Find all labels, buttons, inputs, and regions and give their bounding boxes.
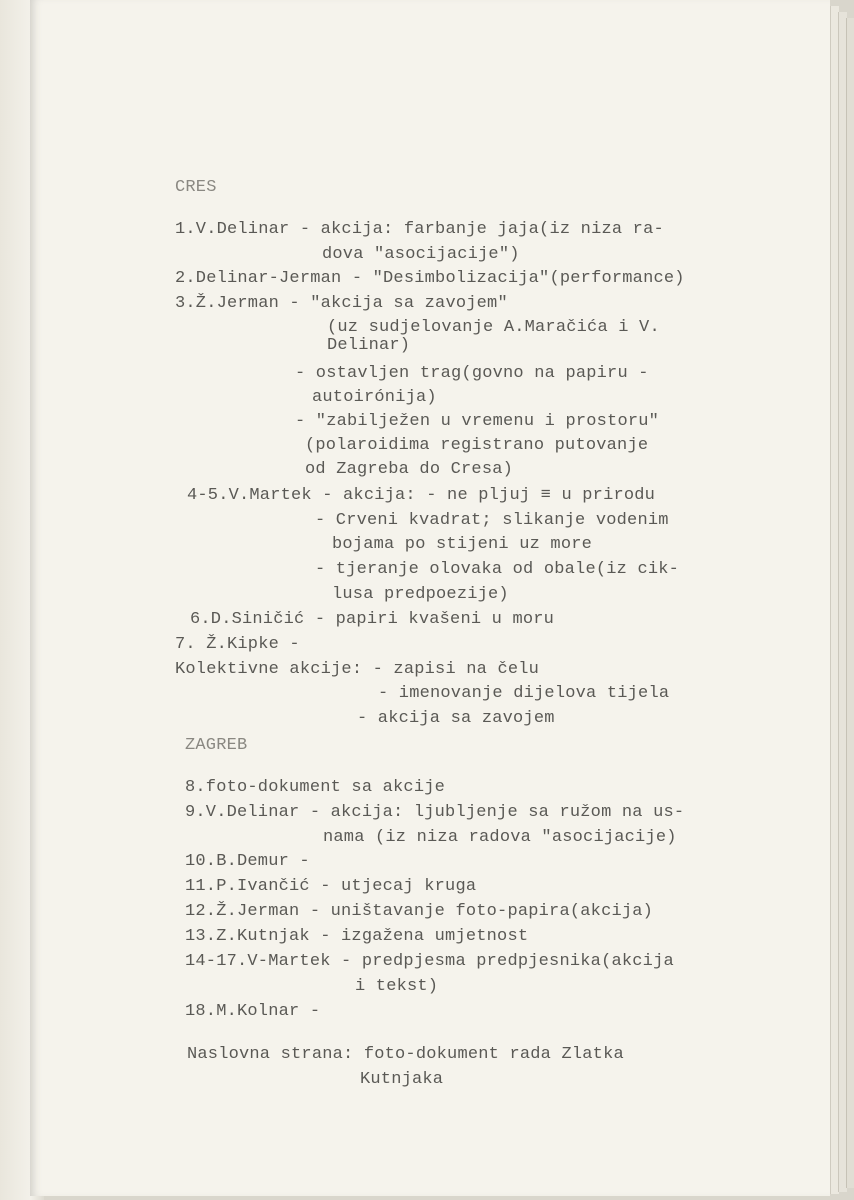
list-item: 14-17.V-Martek - predpjesma predpjesnika(akcija: [185, 952, 674, 971]
list-item: 8.foto-dokument sa akcije: [185, 778, 446, 797]
list-item-continuation: - "zabilježen u vremenu i prostoru": [295, 412, 660, 431]
list-item-continuation: od Zagreba do Cresa): [305, 460, 514, 479]
list-item-continuation: bojama po stijeni uz more: [332, 535, 593, 554]
list-item: 3.Ž.Jerman - "akcija sa zavojem": [175, 294, 508, 313]
list-item: 4-5.V.Martek - akcija: - ne pljuj ≡ u prirodu: [187, 486, 656, 505]
list-item: 6.D.Siničić - papiri kvašeni u moru: [190, 610, 555, 629]
cover-note: Naslovna strana: foto-dokument rada Zlatka: [187, 1045, 624, 1064]
list-item-continuation: lusa predpoezije): [332, 585, 509, 604]
list-item: 7. Ž.Kipke -: [175, 635, 300, 654]
list-item-continuation: (polaroidima registrano putovanje: [305, 436, 649, 455]
list-item-continuation: - Crveni kvadrat; slikanje vodenim: [315, 511, 669, 530]
list-item-continuation: dova "asocijacije"): [322, 245, 520, 264]
list-item-continuation: - tjeranje olovaka od obale(iz cik-: [315, 560, 680, 579]
list-item-continuation: i tekst): [355, 977, 439, 996]
list-item: 9.V.Delinar - akcija: ljubljenje sa ružom na us-: [185, 803, 685, 822]
list-item-continuation: nama (iz niza radova "asocijacije): [323, 828, 677, 847]
list-item-continuation: autoirónija): [312, 388, 437, 407]
list-item-continuation: - akcija sa zavojem: [357, 709, 555, 728]
list-item: 1.V.Delinar - akcija: farbanje jaja(iz niza ra-: [175, 220, 664, 239]
list-item-continuation: (uz sudjelovanje A.Maračića i V.: [327, 318, 660, 337]
cover-note-continuation: Kutnjaka: [360, 1070, 444, 1089]
list-item-continuation: Delinar): [327, 336, 411, 355]
list-item: 11.P.Ivančić - utjecaj kruga: [185, 877, 477, 896]
list-item: 2.Delinar-Jerman - "Desimbolizacija"(performance): [175, 269, 685, 288]
list-item: 12.Ž.Jerman - uništavanje foto-papira(akcija): [185, 902, 654, 921]
page-edge: [846, 18, 854, 1188]
list-item: 13.Z.Kutnjak - izgažena umjetnost: [185, 927, 529, 946]
section-heading-cres: CRES: [175, 178, 217, 197]
list-item: 10.B.Demur -: [185, 852, 310, 871]
list-item: Kolektivne akcije: - zapisi na čelu: [175, 660, 540, 679]
section-heading-zagreb: ZAGREB: [185, 736, 248, 755]
list-item-continuation: - imenovanje dijelova tijela: [378, 684, 670, 703]
list-item: 18.M.Kolnar -: [185, 1002, 321, 1021]
list-item-continuation: - ostavljen trag(govno na papiru -: [295, 364, 649, 383]
